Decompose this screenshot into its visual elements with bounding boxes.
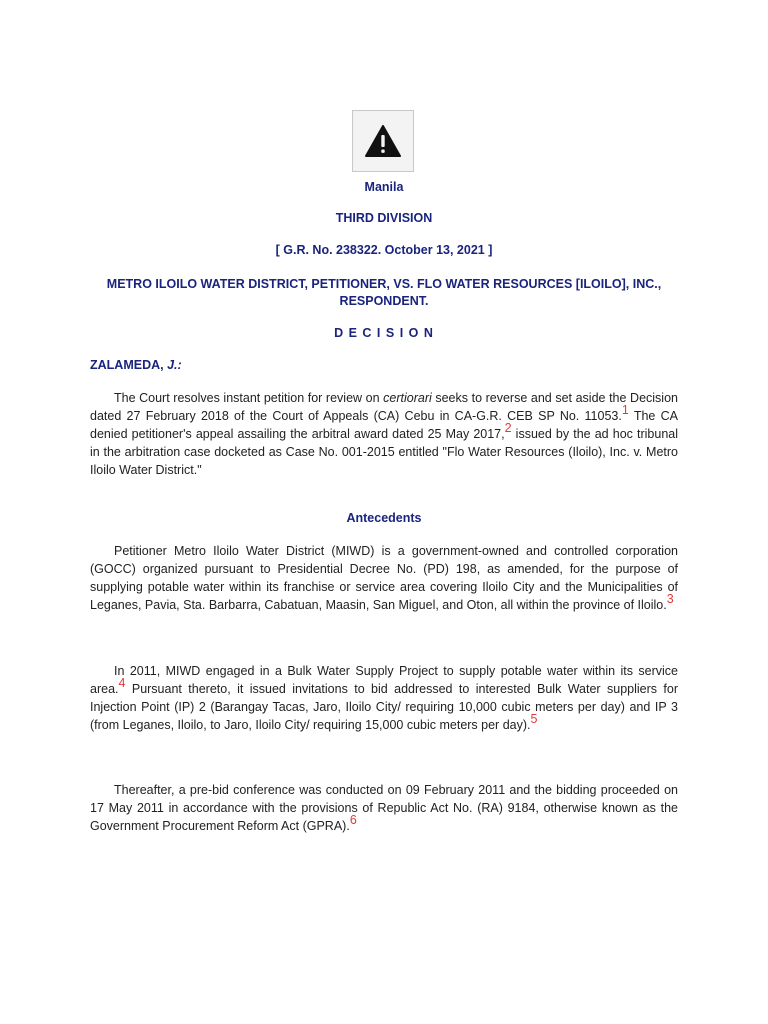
case-reference: [ G.R. No. 238322. October 13, 2021 ] [275, 243, 493, 257]
court-location: Manila [364, 180, 404, 194]
ponente-suffix: J.: [167, 358, 182, 372]
paragraph-3: In 2011, MIWD engaged in a Bulk Water Supply Project to supply potable water within its service area.$^4$ Pursuant thereto, it issued invitations to bid addressed to interested Bulk Water suppliers for Injection Point (IP) 2 (Barangay Tacas, Jaro, Iloilo City/ requiring 10,000 cubic meters per day) and IP 3 (from Leganes, Iloilo, to Jaro, Iloilo City/ requiring 15,000 cubic meters per day).$^5$ [90, 664, 678, 732]
case-title [90, 276, 678, 310]
paragraph-2: Petitioner Metro Iloilo Water District (MIWD) is a government-owned and controlled corporation (GOCC) organized pursuant to Presidential Decree No. (PD) 198, as amended, for the purpose of supplying potable water within its franchise or service area covering Iloilo City and the Municipalities of Leganes, Pavia, Sta. Barbarra, Cabatuan, Maasin, San Miguel, and Oton, all within the province of Iloilo.$^3$ [90, 544, 678, 612]
case-title-line1: METRO ILOILO WATER DISTRICT, PETITIONER, VS. FLO WATER RESOURCES [ILOILO], INC., [106, 277, 662, 291]
footnote-link-5[interactable]: 5 [530, 712, 538, 726]
paragraph-4: Thereafter, a pre-bid conference was conducted on 09 February 2011 and the bidding proceeded on 17 May 2011 in accordance with the provisions of Republic Act No. (RA) 9184, otherwise known as the Government Procurement Reform Act (GPRA).$^6$ [90, 783, 678, 833]
decision-heading: D E C I S I O N [334, 326, 434, 340]
footnote-link-1[interactable]: 1 [621, 403, 629, 417]
paragraph-1: The Court resolves instant petition for review on certiorari seeks to reverse and set aside the Decision dated 27 February 2018 of the Court of Appeals (CA) Cebu in CA-G.R. CEB SP No. 11053.$^1$ The CA denied petitioner's appeal assailing the arbitral award dated 25 May 2017,$^2$ issued by the ad hoc tribunal in the arbitration case docketed as Case No. 001-2015 entitled "Flo Water Resources (Iloilo), Inc. v. Metro Iloilo Water District." [90, 391, 678, 477]
footnote-link-4[interactable]: 4 [118, 676, 126, 690]
footnote-link-3[interactable]: 3 [666, 592, 674, 606]
footnote-link-6[interactable]: 6 [349, 813, 357, 827]
case-title-line2: RESPONDENT. [339, 294, 429, 308]
ponente [90, 358, 182, 372]
antecedents-heading: Antecedents [346, 511, 422, 525]
missing-image-placeholder [352, 110, 414, 172]
division-heading: THIRD DIVISION [335, 211, 433, 225]
footnote-link-2[interactable]: 2 [504, 421, 512, 435]
warning-triangle-icon [365, 125, 401, 157]
ponente-name: ZALAMEDA, [90, 358, 164, 372]
